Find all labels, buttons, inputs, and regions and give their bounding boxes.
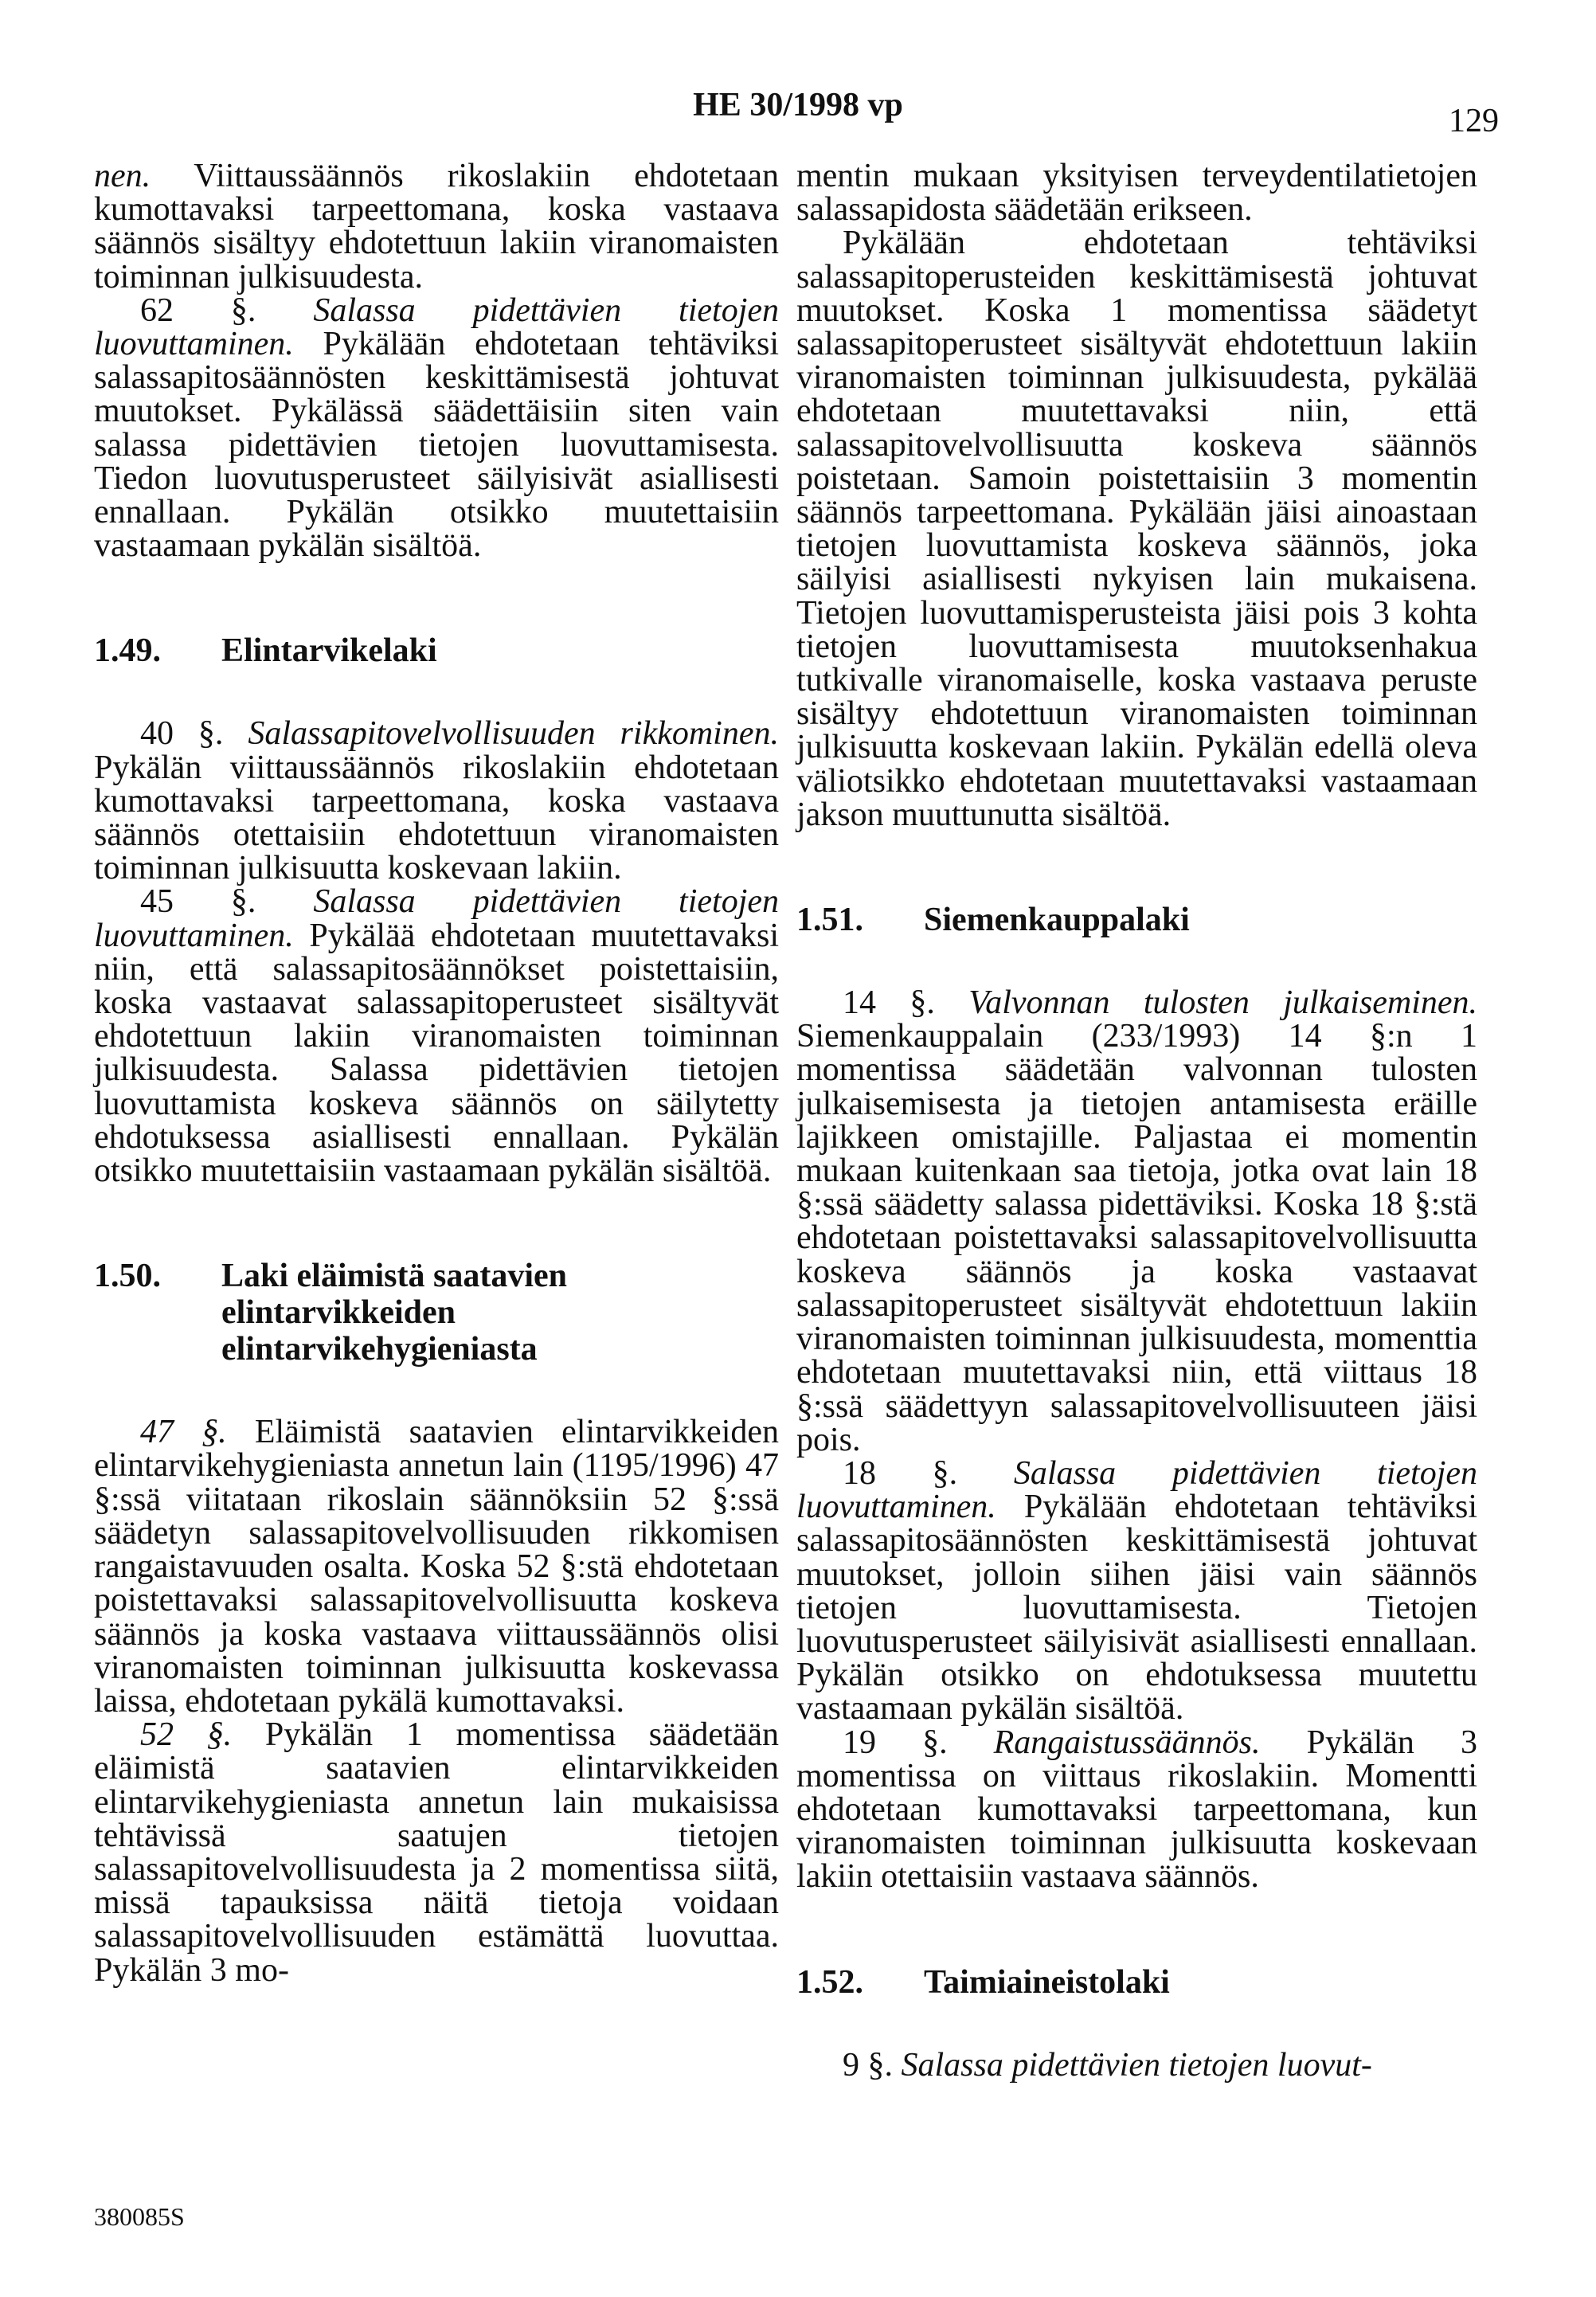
chapter-heading: [94, 1258, 779, 1368]
paragraph-text: Pykälän 3 momentissa on viittaus rikoslakiin. Momentti ehdotetaan kumottavaksi tarpeettomana, kun viranomaisten toiminnan julkisuutta koskevaan lakiin otettaisiin vastaava säännös.: [796, 1724, 1477, 1896]
left-column: [94, 159, 779, 1987]
chapter-heading: [796, 1964, 1477, 2001]
continued-word: nen.: [94, 158, 151, 194]
chapter-number: 1.51.: [796, 902, 863, 939]
paragraph: [94, 1415, 779, 1718]
section-number: 47 §.: [140, 1414, 227, 1451]
paragraph: [796, 1726, 1477, 1894]
section-title: Salassa pidettävien tietojen luovuttaminen.: [94, 883, 780, 954]
paragraph-text: Pykälän viittaussäännös rikoslakiin ehdotetaan kumottavaksi tarpeettomana, koska vastaava säännös otettaisiin ehdotettuun viranomaisten toiminnan julkisuutta koskevaan lakiin.: [94, 749, 779, 887]
chapter-number: 1.49.: [94, 632, 161, 670]
section-number: 19 §.: [843, 1724, 948, 1761]
section-number: 45 §.: [140, 883, 256, 921]
section-number: 9 §.: [843, 2046, 893, 2084]
paragraph: [94, 294, 779, 563]
chapter-title: Taimiaineistolaki: [924, 1963, 1170, 2001]
chapter-heading: [796, 902, 1477, 938]
paragraph-text: Siemenkauppalain (233/1993) 14 §:n 1 momentissa säädetään valvonnan tulosten julkaisemisesta ja tietojen antamisesta eräille lajikkeen omistajille. Paljastaa ei momentin mukaan kuitenkaan saa tietoja, jotka ovat lain 18 §:ssä säädetty salassa pidettäviksi. Koska 18 §:stä ehdotetaan poistettavaksi salassapitovelvollisuutta koskeva säännös ja koska vastaavat salassapitoperusteet sisältyvät ehdotettuun lakiin viranomaisten toiminnan julkisuudesta, momenttia ehdotetaan muutettavaksi niin, että viittaus 18 §:ssä säädettyyn salassapitovelvollisuuteen jäisi pois.: [796, 1018, 1477, 1458]
chapter-number: 1.52.: [796, 1963, 863, 2001]
paragraph-text: Viittaussäännös rikoslakiin ehdotetaan kumottavaksi tarpeettomana, koska vastaava säännös sisältyy ehdotettuun lakiin viranomaisten toiminnan julkisuudesta.: [94, 158, 779, 295]
chapter-title: Elintarvikelaki: [221, 632, 437, 670]
paragraph-text: Eläimistä saatavien elintarvikkeiden elintarvikehygieniasta annetun lain (1195/1996) 47 §:ssä viitataan rikoslain säännöksiin 52 §:ssä säädetyn salassapitovelvollisuuden rikkomisen rangaistavuuden osalta. Koska 52 §:stä ehdotetaan poistettavaksi salassapitovelvollisuutta koskeva säännös ja koska vastaava viittaussäännös olisi viranomaisten toiminnan julkisuutta koskevassa laissa, ehdotetaan pykälä kumottavaksi.: [94, 1414, 780, 1720]
paragraph: [796, 986, 1477, 1457]
section-number: 52 §.: [140, 1716, 233, 1754]
section-title: Salassapitovelvollisuuden rikkominen.: [248, 715, 779, 753]
chapter-title: Laki eläimistä saatavien elintarvikkeiden elintarvikehygieniasta: [221, 1258, 568, 1368]
paragraph-text: Pykälän 1 momentissa säädetään eläimistä saatavien elintarvikkeiden elintarvikehygieniasta annetun lain mukaisissa tehtävissä saatujen tietojen salassapitovelvollisuudesta ja 2 momentissa siitä, missä tapauksissa näitä tietoja voidaan salassapitovelvollisuuden estämättä luovuttaa. Pykälän 3 mo-: [94, 1716, 780, 1989]
paragraph-text: Pykälään ehdotetaan tehtäviksi salassapitosäännösten keskittämisestä johtuvat muutokset, jolloin siihen jäisi vain säännös tietojen luovuttamisesta. Tietojen luovutusperusteet säilyisivät asiallisesti ennallaan. Pykälän otsikko on ehdotuksessa muutettu vastaamaan pykälän sisältöä.: [796, 1489, 1477, 1728]
paragraph: [94, 1718, 779, 1987]
section-title: Rangaistussäännös.: [993, 1724, 1261, 1761]
section-number: 14 §.: [843, 984, 935, 1022]
section-number: 18 §.: [843, 1454, 958, 1492]
section-number: 62 §.: [140, 292, 256, 329]
chapter-number: 1.50.: [94, 1258, 161, 1295]
paragraph-text: Pykälää ehdotetaan muutettavaksi niin, että salassapitosäännökset poistettaisiin, koska vastaavat salassapitoperusteet sisältyvät ehdotettuun lakiin viranomaisten toiminnan julkisuudesta. Salassa pidettävien tietojen luovuttamista koskeva säännös on säilytetty ehdotuksessa asiallisesti ennallaan. Pykälän otsikko muutettaisiin vastaamaan pykälän sisältöä.: [94, 917, 779, 1190]
running-header: HE 30/1998 vp: [693, 87, 903, 123]
paragraph: [94, 717, 779, 885]
right-column: [796, 159, 1477, 2082]
chapter-heading: [94, 632, 779, 669]
paragraph: mentin mukaan yksityisen terveydentilatietojen salassapidosta säädetään erikseen.: [796, 158, 1477, 229]
paragraph: [94, 159, 779, 294]
paragraph: [796, 1454, 1478, 1728]
section-title: Salassa pidettävien tietojen luovuttaminen.: [796, 1454, 1478, 1526]
section-title: Salassa pidettävien tietojen luovut-: [901, 2046, 1372, 2084]
chapter-title: Siemenkauppalaki: [924, 902, 1190, 939]
document-code: 380085S: [94, 2202, 185, 2231]
paragraph: Pykälään ehdotetaan tehtäviksi salassapitoperusteiden keskittämisestä johtuvat muutokset. Koska 1 momentissa säädetyt salassapitoperusteet sisältyvät ehdotettuun lakiin viranomaisten toiminnan julkisuudesta, pykälää ehdotetaan muutettavaksi niin, että salassapitovelvollisuutta koskeva säännös poistetaan. Samoin poistettaisiin 3 momentin säännös tarpeettomana. Pykälään jäisi ainoastaan tietojen luovuttamista koskeva säännös, joka säilyisi asiallisesti nykyisen lain mukaisena. Tietojen luovuttamisperusteista jäisi pois 3 kohta tietojen luovuttamisesta muutoksenhakua tutkivalle viranomaiselle, koska vastaava peruste sisältyy ehdotettuun viranomaisten toiminnan julkisuutta koskevaan lakiin. Pykälän edellä oleva väliotsikko ehdotetaan muutettavaksi vastaamaan jakson muuttunutta sisältöä.: [796, 225, 1477, 833]
page-number: 129: [1449, 103, 1499, 139]
paragraph: [94, 885, 779, 1188]
section-title: Valvonnan tulosten julkaiseminen.: [968, 984, 1478, 1022]
paragraph: [796, 2046, 1477, 2084]
section-title: Salassa pidettävien tietojen luovuttaminen.: [94, 292, 780, 363]
section-number: 40 §.: [140, 715, 224, 753]
paragraph-text: Pykälään ehdotetaan tehtäviksi salassapitosäännösten keskittämisestä johtuvat muutokset. Pykälässä säädettäisiin siten vain salassa pidettävien tietojen luovuttamisesta. Tiedon luovutusperusteet säilyisivät asiallisesti ennallaan. Pykälän otsikko muutettaisiin vastaamaan pykälän sisältöä.: [94, 326, 779, 565]
